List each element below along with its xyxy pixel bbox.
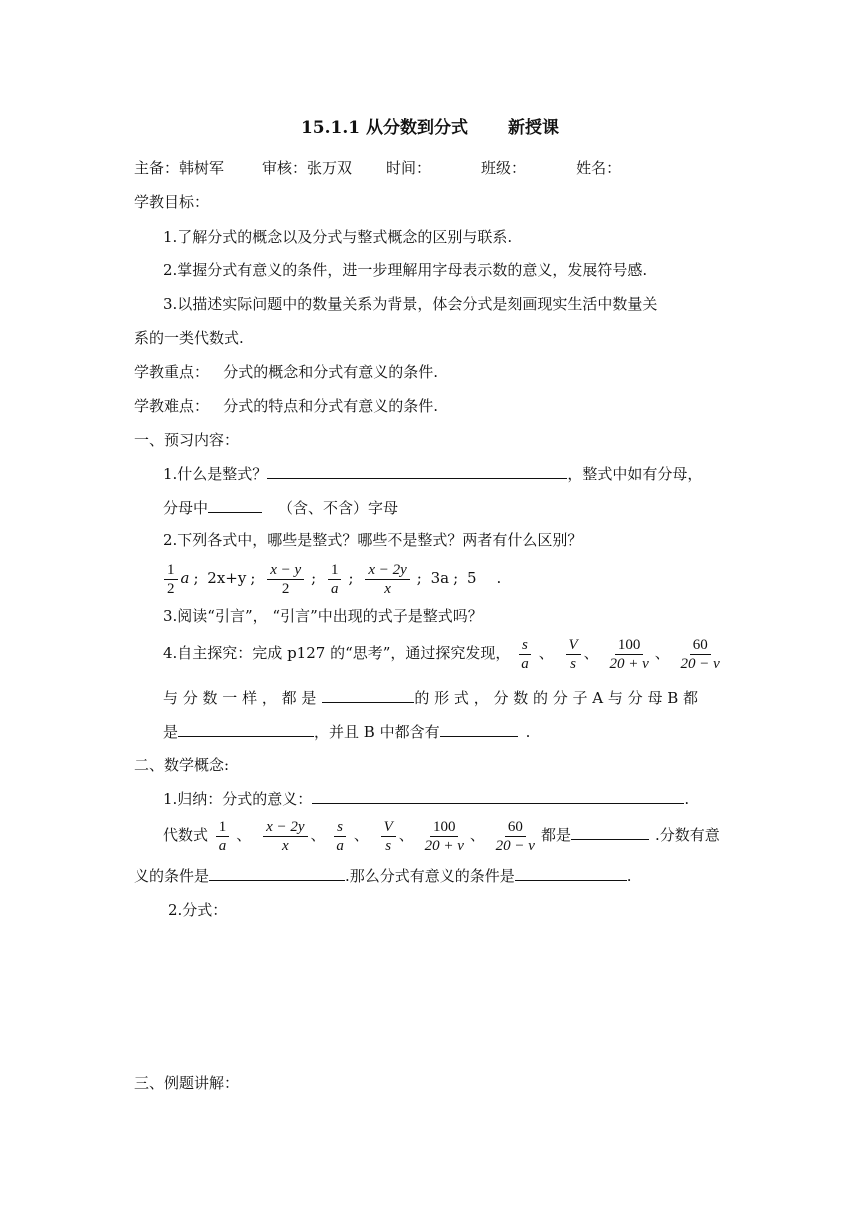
question-4-cont [163, 687, 698, 708]
fraction-1-a: $\frac{1}{a}$ [216, 818, 230, 855]
page-title [0, 118, 860, 138]
answer-blank[interactable] [322, 687, 414, 703]
q1-text-b: ，整式中如有分母， [567, 465, 703, 483]
concept-2-end: .分数有意 [654, 826, 720, 844]
concept-1 [163, 788, 689, 809]
expr-2x-plus-y: 2x+y [207, 569, 247, 587]
title-text: 15.1.1 从分数到分式 [300, 118, 469, 138]
key-point: 学教重点： 分式的概念和分式有意义的条件. [134, 363, 439, 381]
preview-heading: 一、预习内容： [134, 431, 240, 449]
time-label: 时间： [386, 159, 432, 177]
q4-text-c: 的 形 式 ， 分 数 的 分 子 A 与 分 母 B 都 [414, 689, 699, 707]
question-3: 3.阅读“引言”， “引言”中出现的式子是整式吗？ [163, 607, 483, 625]
answer-blank[interactable] [571, 824, 649, 840]
q4-text-e: ，并且 B 中都含有 [314, 723, 440, 741]
concept-3-mid: .那么分式有意义的条件是 [345, 867, 515, 885]
fraction-1-2: $\frac{1}{2}$ [164, 561, 178, 598]
reviewer: 审核：张万双 [262, 159, 353, 177]
fraction-x-2y: $\frac{x - 2y}{x}$ [263, 818, 307, 855]
fraction-60: $\frac{60}{20 - v}$ [495, 818, 535, 854]
period: . [684, 790, 690, 808]
answer-blank[interactable] [209, 865, 345, 881]
period: . [496, 569, 502, 587]
question-2: 2.下列各式中，哪些是整式？哪些不是整式？两者有什么区别？ [163, 531, 583, 549]
expr-3a: 3a [430, 569, 450, 587]
answer-blank[interactable] [440, 721, 518, 737]
q4-text-d: 是 [163, 723, 179, 741]
q1-text-d: （含、不含）字母 [278, 499, 399, 517]
q4-text: 4.自主探究：完成 p127 的“思考”，通过探究发现， [163, 644, 511, 662]
objective-3-cont: 系的一类代数式. [134, 329, 244, 347]
objectives-heading: 学教目标： [134, 193, 210, 211]
fraction-s-a: $\frac{s}{a}$ [518, 636, 532, 673]
question-1 [163, 463, 702, 484]
concept-1-text: 1.归纳：分式的意义： [163, 790, 313, 808]
fraction-1-a: $\frac{1}{a}$ [328, 561, 342, 598]
concept-3 [134, 865, 632, 886]
fraction-x-minus-y: $\frac{x - y}{2}$ [267, 561, 304, 598]
fraction-100: $\frac{100}{20 + v}$ [609, 636, 649, 672]
objective-2: 2.掌握分式有意义的条件，进一步理解用字母表示数的意义，发展符号感. [163, 261, 648, 279]
lesson-type: 新授课 [508, 118, 560, 138]
author: 主备：韩树军 [134, 159, 225, 177]
concept-2: 代数式 $\frac{1}{a}$ 、 $\frac{x - 2y}{x}$ 、 $\frac{s}{a}$ 、 $\frac{V}{s}$ 、 $\frac{100}{20 + v}$ 、 $\frac{60}{20 - v}$ 都是 .分数有意 [163, 818, 720, 854]
fraction-x-2y: $\frac{x - 2y}{x}$ [365, 561, 409, 598]
header-info [134, 158, 621, 178]
fraction-s-a: $\frac{s}{a}$ [333, 818, 347, 855]
concept-heading: 二、数学概念: [134, 756, 230, 774]
q4-text-b: 与 分 数 一 样 ， 都 是 [163, 689, 317, 707]
answer-blank[interactable] [515, 865, 627, 881]
answer-blank[interactable] [267, 463, 567, 479]
period: . [626, 867, 632, 885]
concept-3-text: 义的条件是 [134, 867, 210, 885]
question-4-cont2 [163, 721, 530, 742]
concept-2-text: 代数式 [163, 826, 209, 844]
fraction-100: $\frac{100}{20 + v}$ [424, 818, 464, 854]
name-label: 姓名： [576, 159, 622, 177]
q1-text: 1.什么是整式？ [163, 465, 268, 483]
class-label: 班级： [481, 159, 527, 177]
examples-heading: 三、例题讲解： [134, 1074, 240, 1092]
difficulty: 学教难点： 分式的特点和分式有意义的条件. [134, 397, 439, 415]
expr-5: 5 [466, 569, 477, 587]
objective-1: 1.了解分式的概念以及分式与整式概念的区别与联系. [163, 228, 513, 246]
answer-blank[interactable] [178, 721, 314, 737]
fraction-V-s: $\frac{V}{s}$ [566, 636, 581, 673]
fraction-V-s: $\frac{V}{s}$ [381, 818, 396, 855]
fraction-60: $\frac{60}{20 - v}$ [680, 636, 720, 672]
expression-list: $\frac{1}{2}$ a ; 2x+y ; $\frac{x - y}{2}$ ; $\frac{1}{a}$ ; $\frac{x - 2y}{x}$ ; 3a ; 5 . [161, 558, 501, 598]
concept-2-mid: 都是 [540, 826, 571, 844]
q1-text-c: 分母中 [163, 499, 209, 517]
question-4: 4.自主探究：完成 p127 的“思考”，通过探究发现， $\frac{s}{a}$ 、 $\frac{V}{s}$ 、 $\frac{100}{20 + v}$ 、 $\frac{60}{20 - v}$ [163, 633, 726, 673]
answer-blank[interactable] [312, 788, 684, 804]
objective-3: 3.以描述实际问题中的数量关系为背景，体会分式是刻画现实生活中数量关 [163, 295, 658, 313]
question-1-cont [163, 497, 398, 518]
q4-text-f: . [525, 723, 531, 741]
concept-4: 2.分式： [168, 901, 228, 919]
answer-blank[interactable] [208, 497, 262, 513]
expr-a: a [180, 569, 190, 587]
